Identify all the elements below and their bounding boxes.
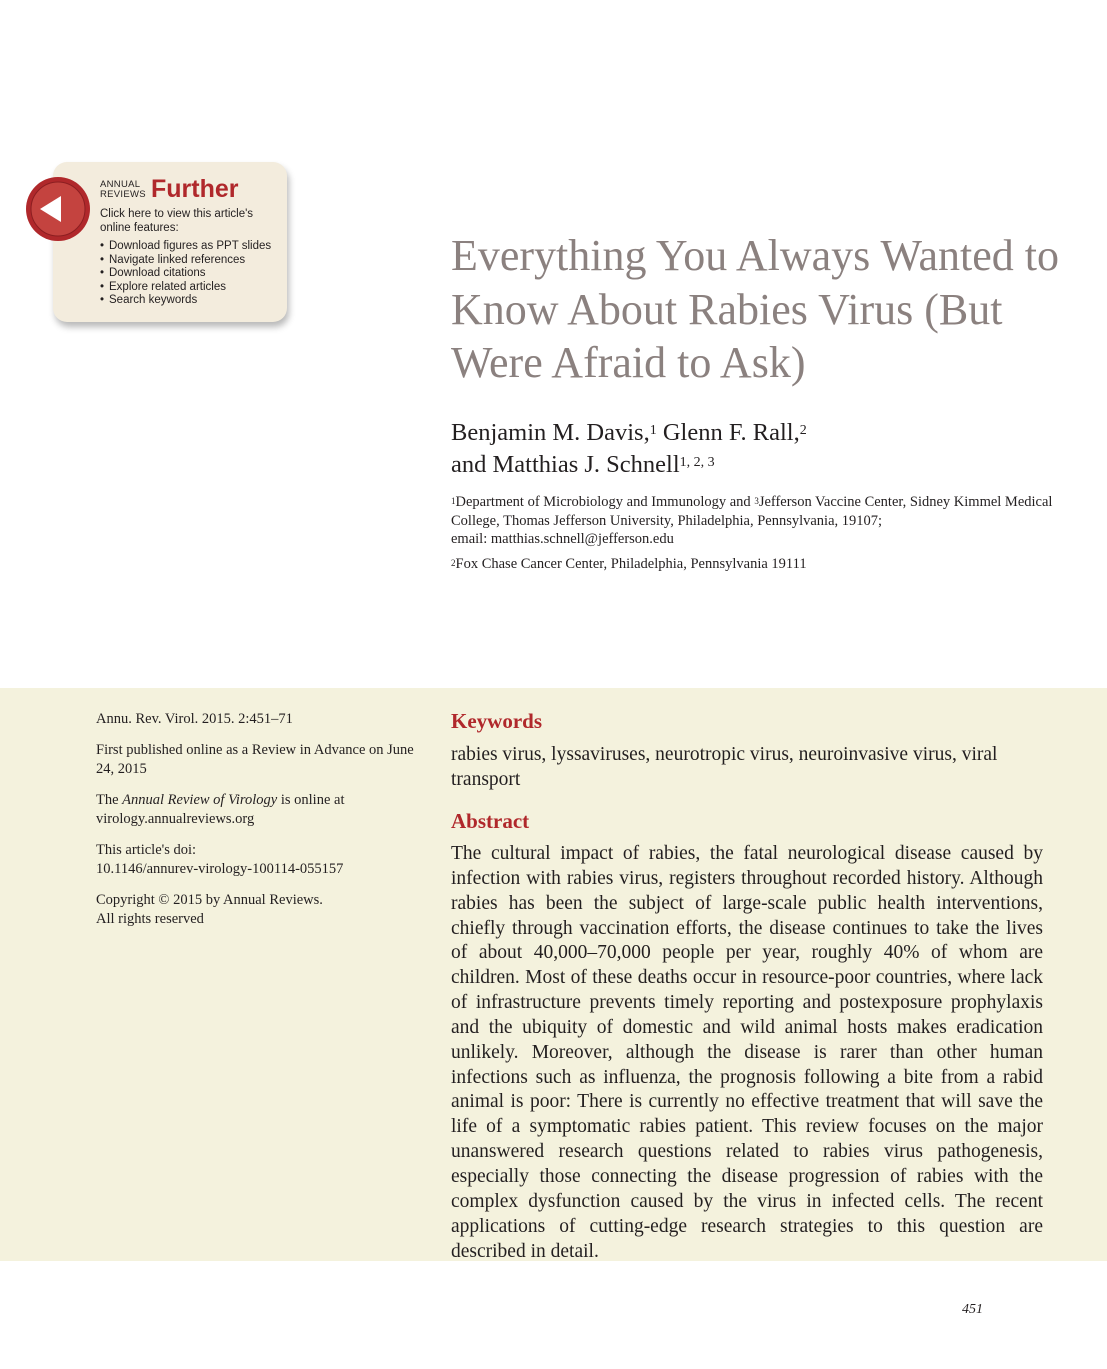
author-affil-sup: 1 — [649, 423, 657, 438]
brand-annual-reviews: ANNUAL REVIEWS — [100, 179, 146, 200]
feature-item[interactable]: • Navigate linked references — [100, 254, 280, 268]
further-intro — [100, 208, 280, 235]
click-here-link[interactable]: Click here — [100, 208, 152, 220]
feature-item[interactable]: • Search keywords — [100, 294, 280, 308]
feature-item[interactable]: • Explore related articles — [100, 281, 280, 295]
affiliation — [451, 493, 1061, 549]
author-name: Glenn F. Rall, — [662, 419, 800, 446]
first-published: First published online as a Review in Advance on June 24, 2015 — [96, 741, 414, 777]
abstract-heading: Abstract — [451, 809, 530, 833]
author-name: Benjamin M. Davis, — [451, 419, 650, 446]
citation: Annu. Rev. Virol. 2015. 2:451–71 — [96, 711, 293, 727]
affil-text: Department of Microbiology and Immunology and — [455, 494, 755, 510]
author-list — [451, 417, 1071, 480]
article-title: Everything You Always Wanted to Know About Rabies Virus (But Were Afraid to Ask) — [451, 231, 1059, 387]
affil-text: Fox Chase Cancer Center, Philadelphia, Pennsylvania 19111 — [455, 556, 807, 572]
back-arrow-icon[interactable] — [25, 176, 91, 242]
further-intro-rest: to view this article's online features: — [100, 208, 254, 234]
further-features — [100, 208, 280, 308]
further-feature-list — [100, 240, 280, 308]
affil-sup: 1 — [451, 496, 456, 506]
copyright-block — [96, 891, 416, 930]
affil-text: Jefferson Vaccine Center, Sidney Kimmel Medical College, Thomas Jefferson University, Philadelphia, Pennsylvania, 19107; — [451, 494, 1053, 529]
affiliation — [451, 555, 1061, 574]
journal-name: Annual Review of Virology — [122, 791, 278, 808]
feature-item[interactable]: • Download citations — [100, 267, 280, 281]
doi-label: This article's doi: — [96, 841, 197, 858]
corresponding-email[interactable]: email: matthias.schnell@jefferson.edu — [451, 531, 674, 547]
rights: All rights reserved — [96, 911, 204, 927]
keywords-heading: Keywords — [451, 709, 542, 733]
article-metadata — [96, 710, 416, 941]
online-suffix: is online at virology.annualreviews.org — [96, 791, 345, 827]
page-number: 451 — [962, 1302, 983, 1317]
author-affil-sup: 1, 2, 3 — [679, 454, 715, 470]
affil-sup: 2 — [451, 558, 456, 568]
author-name: and Matthias J. Schnell — [451, 450, 680, 478]
journal-online — [96, 791, 416, 830]
brand-further: Further — [151, 175, 239, 203]
copyright: Copyright © 2015 by Annual Reviews. — [96, 891, 323, 908]
feature-item[interactable]: • Download figures as PPT slides — [100, 240, 280, 254]
online-prefix: The — [96, 791, 123, 808]
doi-block — [96, 841, 416, 880]
affil-sup: 3 — [754, 496, 759, 506]
abstract-text: The cultural impact of rabies, the fatal neurological disease caused by infection with rabies virus, registers throughout recorded history. Although rabies has been the subject of large-scale public health interventions, chiefly through vaccination efforts, the disease continues to take the lives of about 40,000–70,000 people per year, roughly 40% of whom are children. Most of these deaths occur in resource-poor countries, where lack of infrastructure prevents timely reporting and postexposure prophylaxis and the ubiquity of domestic and wild animal hosts makes eradication unlikely. Moreover, although the disease is rarer than other human infections such as influenza, the prognosis following a bite from a rabid animal is poor: There is currently no effective treatment that will save the life of a symptomatic rabies patient. This review focuses on the major unanswered research questions related to rabies virus pathogenesis, especially those connecting the disease progression of rabies with the complex dysfunction caused by the virus in infected cells. The recent applications of cutting-edge research strategies to this question are described in detail. — [451, 843, 1043, 1262]
author-affil-sup: 2 — [799, 423, 807, 438]
keywords-text: rabies virus, lyssaviruses, neurotropic virus, neuroinvasive virus, viral transport — [451, 744, 998, 790]
doi-link[interactable]: 10.1146/annurev-virology-100114-055157 — [96, 861, 344, 877]
